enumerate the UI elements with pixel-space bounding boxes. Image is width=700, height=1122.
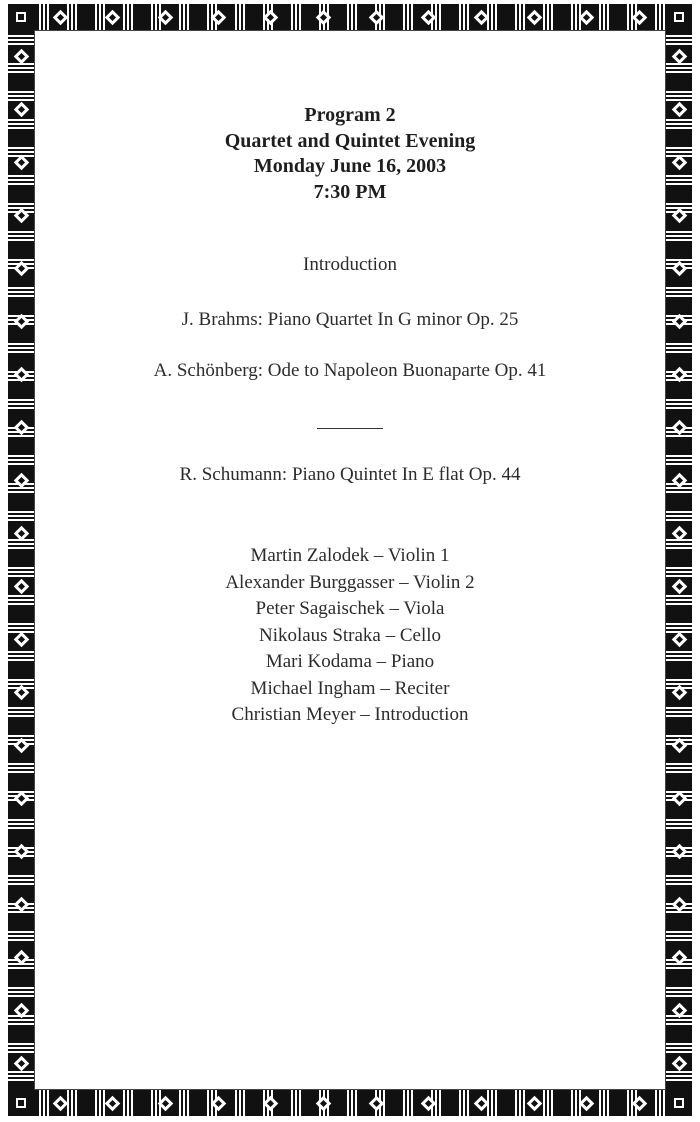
program-number: Program 2 [304, 104, 396, 126]
performer: Alexander Burggasser – Violin 2 [225, 571, 475, 593]
performer: Christian Meyer – Introduction [231, 704, 469, 725]
border-diamonds-top [34, 4, 666, 30]
program-heading [60, 103, 640, 205]
performer: Mari Kodama – Piano [265, 651, 435, 672]
program-item-brahms: J. Brahms: Piano Quartet In G minor Op. 25 [181, 309, 519, 330]
border-diamonds-bottom [34, 1090, 666, 1116]
performer: Martin Zalodek – Violin 1 [250, 545, 450, 566]
performers-list [60, 543, 640, 729]
intermission-divider [317, 428, 383, 429]
program-item-introduction: Introduction [303, 254, 397, 275]
performer: Peter Sagaischek – Viola [255, 598, 445, 619]
performer: Michael Ingham – Reciter [250, 677, 450, 699]
border-diamonds-right [666, 30, 692, 1090]
border-corner-bottom-right [666, 1090, 692, 1116]
program-title: Quartet and Quintet Evening [224, 129, 476, 152]
border-corner-bottom-left [8, 1090, 34, 1116]
program-item-schoenberg: A. Schönberg: Ode to Napoleon Buonaparte Op. 41 [153, 360, 547, 381]
program-time: 7:30 PM [313, 180, 387, 203]
program-item-schumann: R. Schumann: Piano Quintet In E flat Op. 44 [179, 464, 521, 485]
program-date: Monday June 16, 2003 [253, 155, 447, 177]
border-corner-top-left [8, 4, 34, 30]
performer: Nikolaus Straka – Cello [258, 624, 442, 646]
border-corner-top-right [666, 4, 692, 30]
border-diamonds-left [8, 30, 34, 1090]
